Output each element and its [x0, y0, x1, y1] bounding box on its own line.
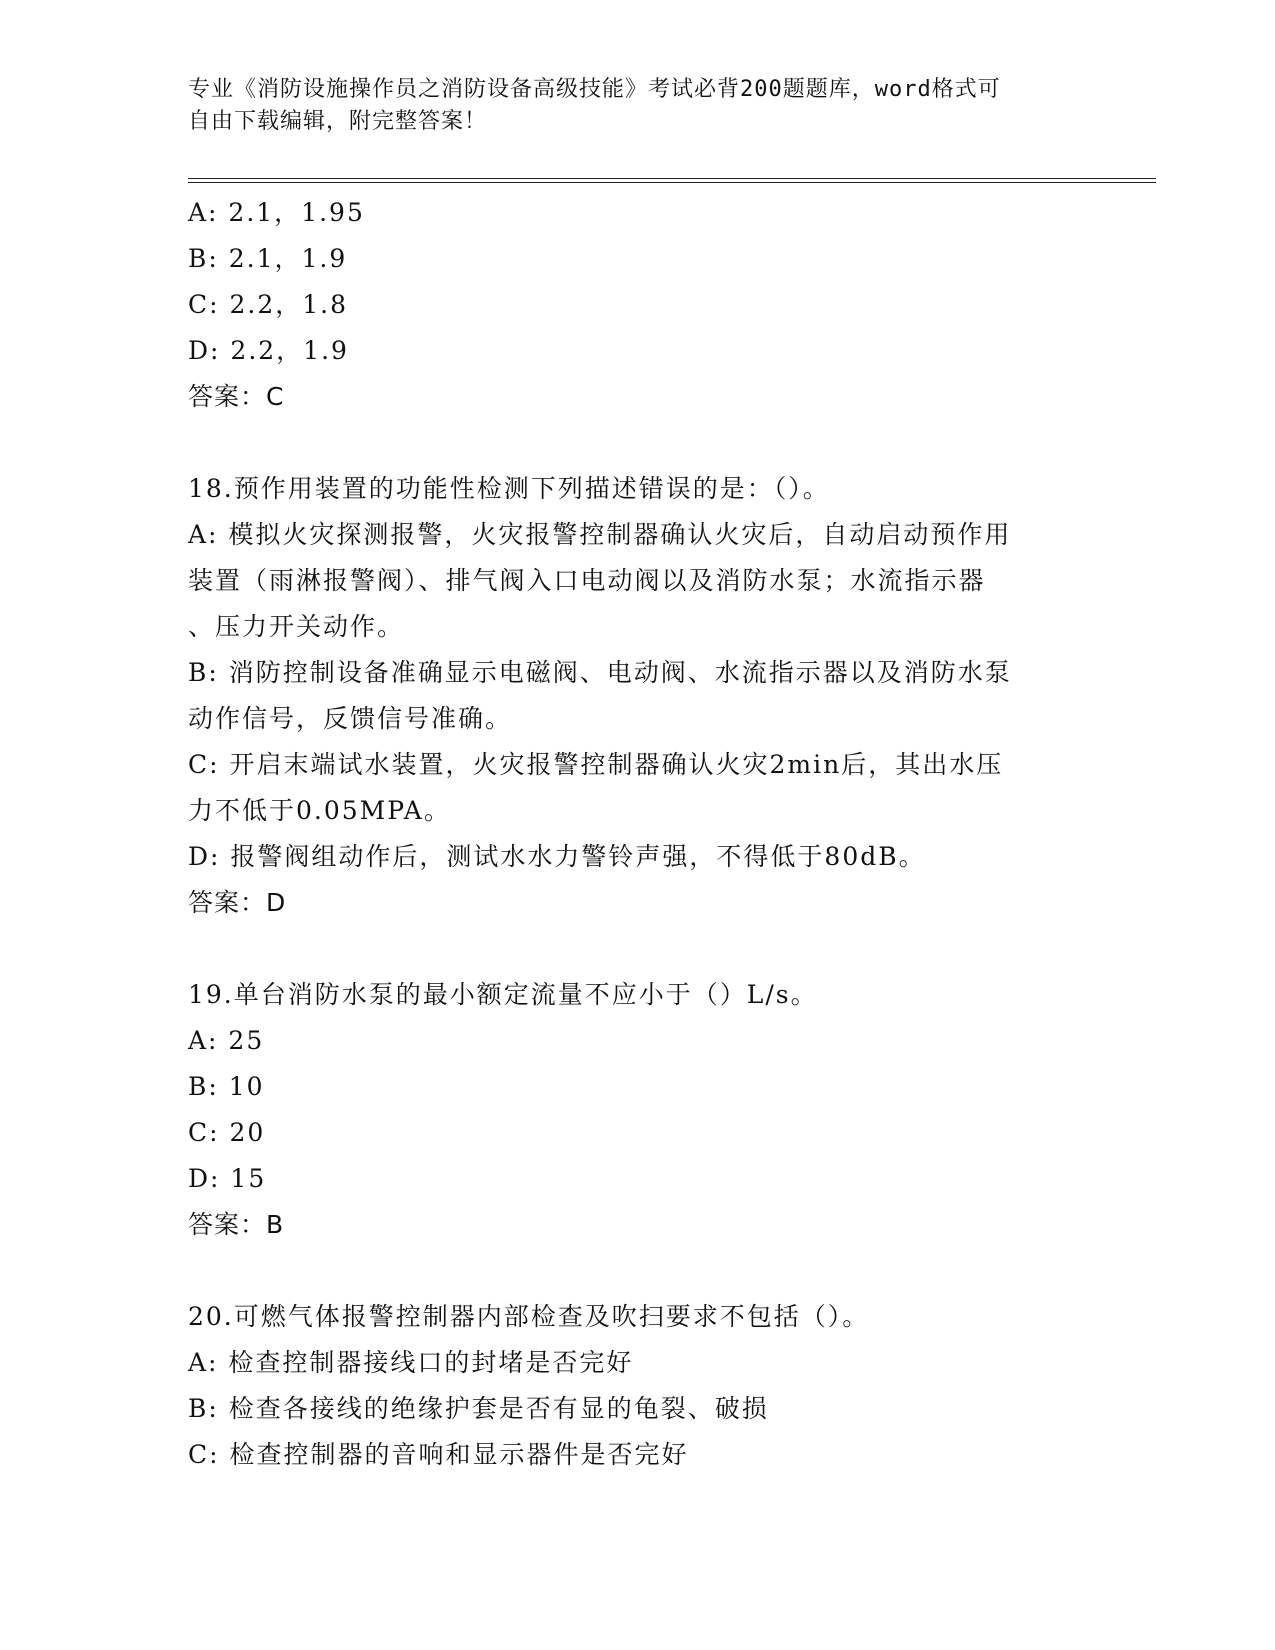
header-divider [188, 178, 1156, 183]
spacer [188, 926, 1088, 972]
header-line-2: 自由下载编辑，附完整答案！ [188, 109, 488, 134]
option-a-line-3: 、压力开关动作。 [188, 612, 405, 641]
option-c: C: 2.2，1.8 [188, 290, 349, 319]
option-b: B: 10 [188, 1072, 265, 1101]
option-c-line-2: 力不低于0.05MPA。 [188, 796, 451, 825]
question-stem: 18.预作用装置的功能性检测下列描述错误的是：（）。 [188, 474, 830, 503]
option-a: A: 检查控制器接线口的封堵是否完好 [188, 1348, 634, 1377]
answer-line: 答案：B [188, 1210, 285, 1239]
question-stem: 19.单台消防水泵的最小额定流量不应小于（）L/s。 [188, 980, 818, 1009]
question-18 [188, 466, 1088, 926]
option-b: B: 检查各接线的绝缘护套是否有显的龟裂、破损 [188, 1394, 769, 1423]
option-d-line-1: D: 报警阀组动作后，测试水水力警铃声强，不得低于80dB。 [188, 842, 926, 871]
option-b-line-2: 动作信号，反馈信号准确。 [188, 704, 513, 733]
question-stem: 20.可燃气体报警控制器内部检查及吹扫要求不包括（）。 [188, 1302, 870, 1331]
option-d: D: 15 [188, 1164, 267, 1193]
prev-question [188, 190, 1088, 420]
answer-line: 答案：C [188, 382, 285, 411]
spacer [188, 420, 1088, 466]
option-d: D: 2.2，1.9 [188, 336, 349, 365]
option-c: C: 检查控制器的音响和显示器件是否完好 [188, 1440, 689, 1469]
option-a: A: 25 [188, 1026, 265, 1055]
answer-line: 答案：D [188, 888, 287, 917]
option-a: A: 2.1，1.95 [188, 198, 365, 227]
option-b: B: 2.1，1.9 [188, 244, 348, 273]
document-header [188, 74, 1088, 138]
option-c: C: 20 [188, 1118, 266, 1147]
spacer [188, 1248, 1088, 1294]
option-c-line-1: C: 开启末端试水装置，火灾报警控制器确认火灾2min后，其出水压 [188, 750, 1004, 779]
option-b-line-1: B: 消防控制设备准确显示电磁阀、电动阀、水流指示器以及消防水泵 [188, 658, 1012, 687]
option-a-line-1: A: 模拟火灾探测报警，火灾报警控制器确认火灾后，自动启动预作用 [188, 520, 1012, 549]
question-20 [188, 1294, 1088, 1478]
question-19 [188, 972, 1088, 1248]
question-content [188, 190, 1088, 1478]
header-line-1: 专业《消防设施操作员之消防设备高级技能》考试必背200题题库，word格式可 [188, 77, 1001, 102]
option-a-line-2: 装置（雨淋报警阀）、排气阀入口电动阀以及消防水泵；水流指示器 [188, 566, 986, 595]
